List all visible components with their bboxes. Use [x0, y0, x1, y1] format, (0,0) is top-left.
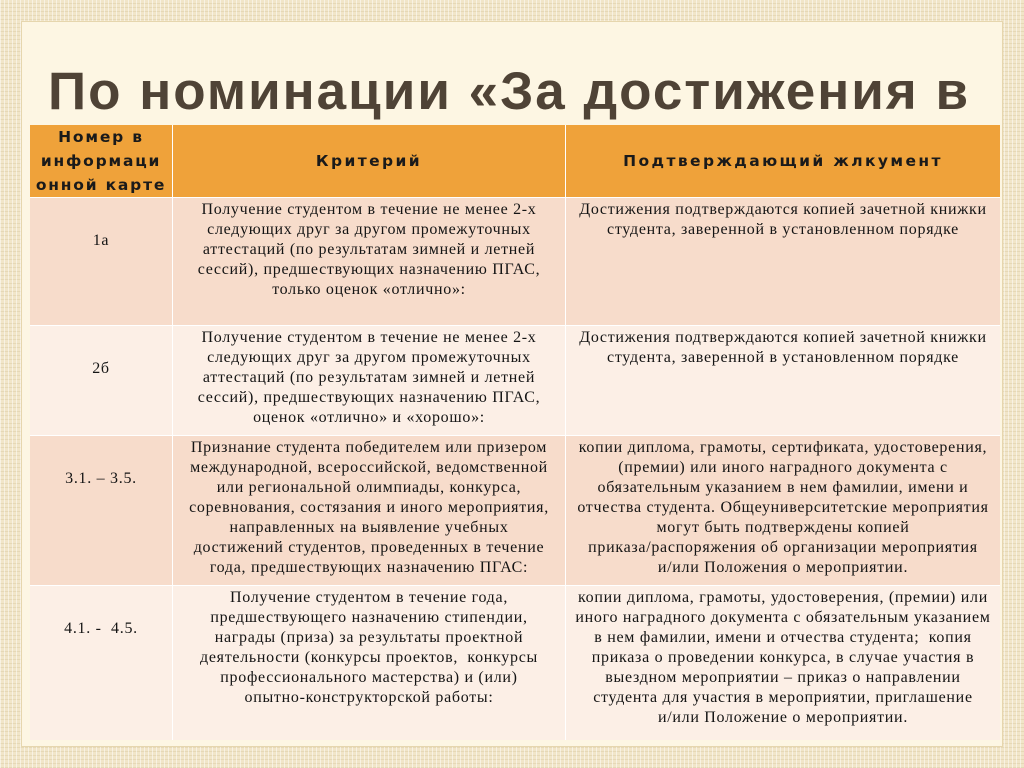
row-number: 4.1. - 4.5.	[64, 620, 138, 637]
row-number: 1а	[92, 232, 110, 249]
table-row	[30, 325, 1000, 435]
table-row	[30, 435, 1000, 585]
document-cell: Достижения подтверждаются копией зачетной книжки студента, заверенной в установленном порядке	[565, 198, 1000, 325]
slide-title: По номинации «За достижения в	[48, 62, 971, 121]
row-number: 2б	[92, 360, 110, 377]
table-header-row	[30, 125, 1000, 197]
criterion-cell: Получение студентом в течение года, предшествующего назначению стипендии, награды (приза) за результаты проектной деятельности (конкурсы проектов, конкурсы профессионального мастерства) и (или) опытно-конструкторской работы:	[172, 586, 565, 740]
criteria-table	[30, 125, 1000, 740]
header-cell-criterion: Критерий	[172, 125, 565, 197]
criterion-cell: Получение студентом в течение не менее 2-х следующих друг за другом промежуточных аттестаций (по результатам зимней и летней сессий), предшествующих назначению ПГАС, оценок «отлично» и «хорошо»:	[172, 326, 565, 435]
document-cell: копии диплома, грамоты, удостоверения, (премии) или иного наградного документа с обязательным указанием в нем фамилии, имени и отчества студента; копия приказа о проведении конкурса, в случае участия в выездном мероприятии – приказ о направлении студента для участия в мероприятии, приглашение и/или Положение о мероприятии.	[565, 586, 1000, 740]
criterion-cell: Признание студента победителем или призером международной, всероссийской, ведомственной или региональной олимпиады, конкурса, соревнования, состязания и иного мероприятия, направленных на выявление учебных достижений студентов, проведенных в течение года, предшествующих назначению ПГАС:	[172, 436, 565, 585]
row-number: 3.1. – 3.5.	[65, 470, 137, 487]
table-row	[30, 197, 1000, 325]
document-cell: Достижения подтверждаются копией зачетной книжки студента, заверенной в установленном порядке	[565, 326, 1000, 435]
row-number-cell	[30, 586, 172, 740]
document-cell: копии диплома, грамоты, сертификата, удостоверения, (премии) или иного наградного документа с обязательным указанием в нем фамилии, имени и отчества студента. Общеуниверситетские мероприятия могут быть подтверждены копией приказа/распоряжения об организации мероприятия и/или Положения о мероприятии.	[565, 436, 1000, 585]
header-cell-number: Номер в информаци онной карте	[35, 128, 167, 194]
criterion-cell: Получение студентом в течение не менее 2-х следующих друг за другом промежуточных аттестаций (по результатам зимней и летней сессий), предшествующих назначению ПГАС, только оценок «отлично»:	[172, 198, 565, 325]
table-row	[30, 585, 1000, 740]
row-number-cell	[30, 326, 172, 435]
row-number-cell	[30, 436, 172, 585]
header-cell-document: Подтверждающий жлкумент	[565, 125, 1000, 197]
slide-background	[22, 22, 1002, 746]
row-number-cell	[30, 198, 172, 325]
